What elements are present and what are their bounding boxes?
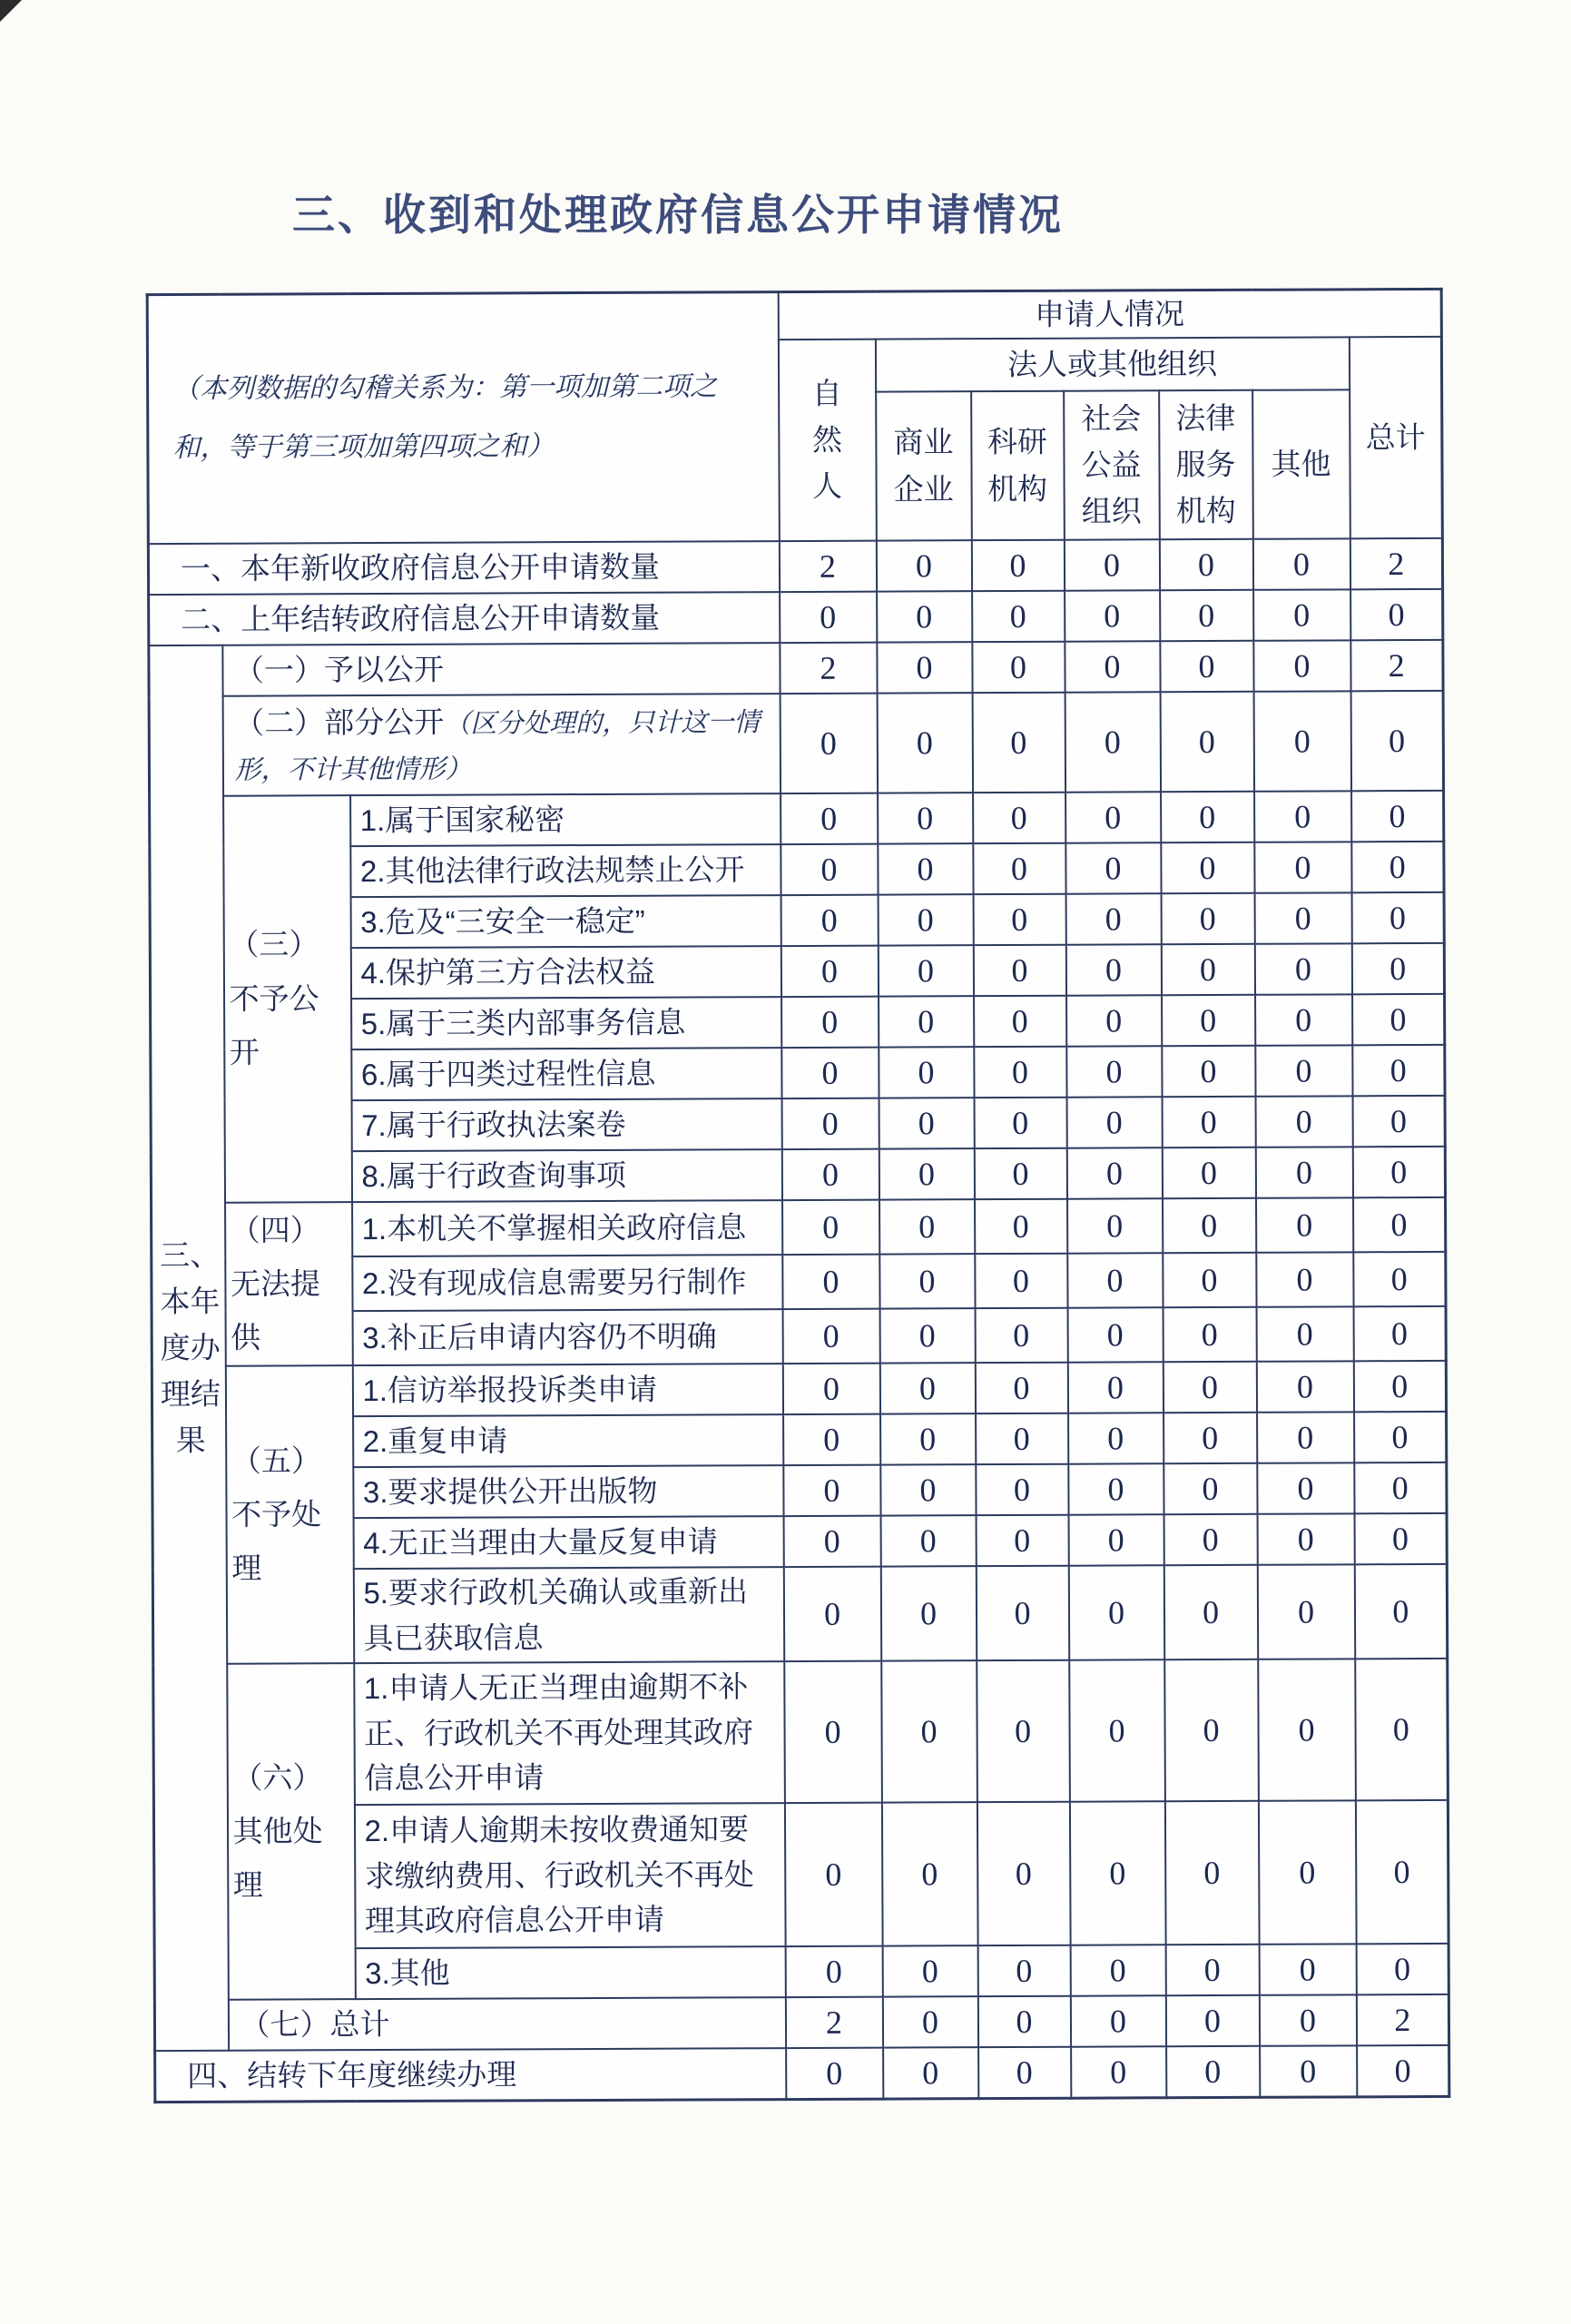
value-cell: 0: [1260, 2045, 1357, 2097]
value-cell: 0: [781, 793, 878, 843]
value-cell: 0: [1355, 1659, 1448, 1800]
table-header-row-1: [147, 289, 1441, 341]
value-cell: 0: [1163, 1197, 1256, 1252]
group-label-refused: （三）不予公开: [223, 795, 352, 1203]
table-row: [150, 790, 1444, 846]
value-cell: 0: [879, 1363, 975, 1413]
value-cell: 0: [781, 843, 878, 894]
value-cell: 0: [784, 1802, 882, 1945]
value-cell: 0: [1254, 791, 1351, 842]
value-cell: 0: [1352, 1044, 1445, 1095]
header-legal-entity-group: 法人或其他组织: [875, 337, 1349, 391]
value-cell: 0: [1162, 1096, 1255, 1147]
value-cell: 0: [1071, 2046, 1166, 2098]
value-cell: 0: [972, 641, 1065, 692]
value-cell: 0: [1066, 1046, 1162, 1097]
value-cell: 0: [1068, 1463, 1164, 1514]
value-cell: 0: [1257, 1564, 1354, 1659]
value-cell: 0: [1070, 1945, 1165, 1995]
value-cell: 0: [1068, 1565, 1164, 1659]
row-label: 4.保护第三方合法权益: [350, 946, 781, 999]
value-cell: 0: [1355, 1800, 1448, 1944]
value-cell: 0: [1256, 1306, 1353, 1362]
value-cell: 0: [782, 1363, 879, 1413]
value-cell: 0: [1064, 539, 1159, 590]
value-cell: 2: [780, 642, 877, 693]
value-cell: 0: [879, 1199, 975, 1255]
value-cell: 0: [877, 642, 972, 693]
value-cell: 0: [1352, 1146, 1445, 1196]
value-cell: 0: [880, 1566, 976, 1660]
value-cell: 0: [879, 996, 974, 1047]
section-label-results-text: 三、本年度办理结果: [160, 1237, 221, 1458]
row-label: [222, 694, 781, 796]
value-cell: 0: [976, 1413, 1068, 1463]
table-row: [148, 537, 1442, 594]
row-label: （七）总计: [228, 1997, 785, 2051]
value-cell: 0: [1353, 1361, 1446, 1412]
value-cell: 0: [1255, 1147, 1352, 1197]
group-label-other-handling: （六）其他处理: [227, 1663, 356, 2000]
value-cell: 0: [977, 1995, 1070, 2046]
value-cell: 0: [1351, 841, 1444, 891]
value-cell: 0: [877, 591, 972, 642]
header-col-commercial: [876, 391, 972, 540]
header-col-natural-person-label: 自然人: [811, 376, 843, 503]
value-cell: 0: [1165, 1994, 1259, 2045]
value-cell: 0: [1166, 2045, 1260, 2097]
value-cell: 0: [1353, 1251, 1446, 1305]
value-cell: 0: [879, 1254, 975, 1309]
value-cell: 0: [882, 1996, 977, 2047]
value-cell: 0: [1350, 588, 1443, 639]
value-cell: 0: [1257, 1462, 1354, 1513]
value-cell: 0: [975, 1198, 1067, 1253]
row-label: 3.其他: [355, 1946, 785, 1999]
value-cell: 0: [1354, 1564, 1447, 1659]
value-cell: 0: [1068, 1514, 1164, 1565]
value-cell: 0: [977, 1945, 1070, 1995]
value-cell: 0: [1351, 891, 1444, 942]
row-label: 2.其他法律行政法规禁止公开: [350, 844, 781, 897]
value-cell: 0: [1069, 1659, 1165, 1801]
value-cell: 2: [1350, 639, 1443, 690]
value-cell: 0: [976, 1463, 1068, 1514]
value-cell: 0: [878, 894, 973, 945]
value-cell: 0: [973, 893, 1065, 944]
value-cell: 0: [1254, 842, 1351, 892]
applications-table: [146, 288, 1451, 2103]
value-cell: 0: [1160, 691, 1253, 791]
row-label: 5.属于三类内部事务信息: [351, 997, 781, 1049]
row-label: 4.无正当理由大量反复申请: [353, 1516, 783, 1569]
value-cell: 0: [1254, 892, 1351, 943]
value-cell: 0: [781, 894, 878, 945]
value-cell: 0: [786, 2047, 883, 2099]
value-cell: 0: [973, 944, 1065, 995]
value-cell: 0: [973, 792, 1065, 842]
value-cell: 0: [974, 1046, 1066, 1097]
value-cell: 0: [877, 693, 972, 793]
value-cell: 0: [1162, 994, 1255, 1045]
table-row: [152, 1361, 1446, 1417]
value-cell: 0: [879, 1047, 974, 1098]
header-col-other: 其他: [1252, 389, 1350, 538]
header-col-social-label: 社会公益组织: [1081, 401, 1142, 528]
row-label: 2.没有现成信息需要另行制作: [352, 1255, 782, 1311]
value-cell: 0: [1163, 1306, 1256, 1362]
value-cell: 0: [1160, 640, 1253, 691]
value-cell: 0: [1065, 641, 1160, 692]
value-cell: 0: [1163, 1361, 1256, 1412]
value-cell: 0: [780, 693, 877, 793]
value-cell: 0: [1163, 1252, 1256, 1306]
value-cell: 0: [975, 1362, 1067, 1413]
value-cell: 0: [1069, 1801, 1165, 1945]
report-sheet: [146, 288, 1451, 2103]
row-label: 1.本机关不掌握相关政府信息: [352, 1200, 782, 1256]
header-col-legal-service-label: 法律服务机构: [1175, 400, 1236, 528]
value-cell: 0: [974, 995, 1066, 1046]
value-cell: 0: [975, 1253, 1067, 1307]
value-cell: 0: [882, 1945, 977, 1996]
value-cell: 0: [783, 1413, 880, 1464]
value-cell: 0: [780, 591, 877, 642]
header-col-commercial-label: 商业企业: [893, 425, 954, 507]
value-cell: 0: [976, 1565, 1068, 1659]
value-cell: 0: [1351, 790, 1444, 841]
table-row: [153, 1659, 1448, 1806]
row-label: 1.申请人无正当理由逾期不补正、行政机关不再处理其政府信息公开申请: [354, 1661, 785, 1805]
value-cell: 0: [879, 1098, 974, 1148]
value-cell: 0: [1253, 640, 1350, 691]
row-label: 四、结转下年度继续办理: [155, 2048, 786, 2102]
row-label: 5.要求行政机关确认或重新出具已获取信息: [353, 1567, 783, 1663]
table-row: [149, 639, 1443, 695]
row-label: 1.信访举报投诉类申请: [352, 1364, 782, 1416]
value-cell: 0: [1352, 1095, 1445, 1146]
value-cell: 0: [1257, 1412, 1354, 1462]
value-cell: 0: [1354, 1462, 1447, 1513]
value-cell: 0: [1161, 842, 1254, 892]
value-cell: 0: [1352, 993, 1445, 1044]
value-cell: 0: [1161, 892, 1254, 943]
value-cell: 0: [1259, 1994, 1356, 2045]
value-cell: 0: [1350, 690, 1444, 790]
value-cell: 0: [878, 793, 973, 843]
value-cell: 0: [973, 842, 1065, 893]
value-cell: 0: [1162, 1045, 1255, 1096]
row-label: 3.补正后申请内容仍不明确: [352, 1309, 782, 1365]
value-cell: 0: [971, 539, 1064, 590]
value-cell: 0: [1065, 692, 1160, 792]
value-cell: 0: [1351, 942, 1444, 993]
value-cell: 0: [883, 2047, 978, 2099]
value-cell: 0: [1164, 1800, 1259, 1944]
header-col-research-label: 科研机构: [987, 425, 1048, 506]
row-label-note: （区分处理的，只计这一情形，不计其他情形）: [234, 706, 761, 785]
value-cell: 0: [1161, 791, 1254, 842]
header-col-total: 总计: [1349, 336, 1442, 537]
value-cell: 0: [1258, 1800, 1356, 1944]
value-cell: 0: [1256, 1361, 1353, 1412]
value-cell: 0: [1257, 1513, 1354, 1564]
value-cell: 0: [1255, 1045, 1352, 1096]
value-cell: 0: [781, 945, 878, 996]
table-row: [149, 588, 1443, 645]
value-cell: 0: [1065, 944, 1161, 995]
value-cell: 0: [1068, 1413, 1164, 1463]
value-cell: 0: [876, 540, 971, 591]
value-cell: 0: [1252, 538, 1350, 589]
value-cell: 0: [881, 1660, 977, 1802]
value-cell: 0: [782, 1308, 879, 1364]
value-cell: 0: [784, 1660, 882, 1802]
value-cell: 0: [1353, 1196, 1446, 1251]
value-cell: 0: [1256, 1197, 1353, 1253]
value-cell: 0: [1255, 1096, 1352, 1147]
value-cell: 2: [1356, 1994, 1448, 2045]
value-cell: 0: [977, 1801, 1070, 1945]
value-cell: 0: [880, 1413, 976, 1464]
value-cell: 2: [779, 540, 876, 591]
group-label-unable: （四）无法提供: [225, 1202, 353, 1366]
value-cell: 0: [781, 996, 879, 1047]
value-cell: 0: [879, 1148, 974, 1199]
value-cell: 0: [1067, 1198, 1163, 1254]
value-cell: 0: [976, 1514, 1068, 1565]
row-label: 1.属于国家秘密: [350, 793, 781, 846]
value-cell: 0: [783, 1566, 880, 1660]
value-cell: 0: [974, 1147, 1066, 1198]
page-title: 三、收到和处理政府信息公开申请情况: [292, 191, 1064, 239]
header-applicant-group: 申请人情况: [778, 289, 1441, 339]
value-cell: 0: [1164, 1412, 1257, 1462]
value-cell: 0: [1160, 589, 1253, 640]
value-cell: 0: [978, 2046, 1071, 2098]
value-cell: 0: [880, 1515, 976, 1566]
row-label: 3.危及“三安全一稳定”: [350, 895, 781, 948]
value-cell: 0: [1065, 893, 1161, 944]
value-cell: 0: [878, 945, 973, 996]
header-col-natural-person: [778, 339, 876, 540]
table-row: [149, 690, 1444, 795]
row-label: 2.重复申请: [353, 1414, 783, 1467]
value-cell: 0: [881, 1802, 977, 1945]
table-row: [154, 1994, 1448, 2051]
value-cell: 2: [785, 1996, 882, 2047]
header-col-social: [1064, 390, 1160, 539]
section-label-results: [149, 645, 229, 2051]
value-cell: 0: [1067, 1307, 1163, 1363]
value-cell: 0: [781, 1148, 879, 1199]
header-col-legal-service: [1159, 389, 1253, 538]
value-cell: 0: [1253, 589, 1350, 640]
value-cell: 0: [1164, 1564, 1257, 1659]
value-cell: 0: [1065, 590, 1160, 641]
scan-artifact: [0, 0, 22, 22]
value-cell: 0: [1066, 1097, 1162, 1147]
value-cell: 0: [1065, 792, 1161, 842]
value-cell: 0: [1066, 1147, 1162, 1198]
row-label-main: （二）部分公开: [234, 704, 445, 740]
table-row: [152, 1196, 1446, 1256]
value-cell: 0: [879, 1308, 975, 1364]
row-label: （一）予以公开: [222, 643, 780, 696]
value-cell: 0: [1256, 1252, 1353, 1307]
value-cell: 0: [1254, 943, 1351, 994]
value-cell: 0: [1067, 1253, 1163, 1308]
value-cell: 0: [1070, 1995, 1165, 2046]
value-cell: 0: [1067, 1362, 1163, 1413]
value-cell: 0: [1065, 842, 1161, 893]
row-label: 6.属于四类过程性信息: [351, 1048, 781, 1100]
value-cell: 0: [974, 1097, 1066, 1147]
value-cell: 0: [781, 1047, 879, 1098]
row-label: 3.要求提供公开出版物: [353, 1465, 783, 1518]
value-cell: 0: [783, 1464, 880, 1515]
value-cell: 0: [783, 1515, 880, 1566]
row-label: 二、上年结转政府信息公开申请数量: [149, 592, 780, 645]
value-cell: 0: [1164, 1659, 1259, 1800]
value-cell: 2: [1350, 537, 1442, 588]
value-cell: 0: [1161, 943, 1254, 994]
value-cell: 0: [1353, 1305, 1446, 1361]
value-cell: 0: [1258, 1659, 1356, 1800]
header-col-research: [971, 390, 1065, 539]
row-label: 8.属于行政查询事项: [351, 1149, 781, 1202]
table-note: （本列数据的勾稽关系为：第一项加第二项之和，等于第三项加第四项之和）: [147, 292, 779, 544]
value-cell: 0: [972, 692, 1065, 792]
value-cell: 0: [1159, 538, 1252, 589]
row-label: 7.属于行政执法案卷: [351, 1098, 781, 1151]
value-cell: 0: [1066, 995, 1162, 1046]
value-cell: 0: [880, 1464, 976, 1515]
value-cell: 0: [1253, 691, 1350, 791]
value-cell: 0: [1354, 1412, 1447, 1462]
value-cell: 0: [1354, 1513, 1447, 1564]
value-cell: 0: [1255, 994, 1352, 1045]
value-cell: 0: [1165, 1944, 1259, 1994]
value-cell: 0: [782, 1254, 879, 1309]
value-cell: 0: [781, 1098, 879, 1148]
row-label: 2.申请人逾期未按收费通知要求缴纳费用、行政机关不再处理其政府信息公开申请: [354, 1803, 785, 1948]
value-cell: 0: [972, 590, 1065, 641]
value-cell: 0: [977, 1659, 1070, 1801]
row-label: 一、本年新收政府信息公开申请数量: [148, 541, 779, 595]
table-row: [155, 2045, 1449, 2102]
value-cell: 0: [1164, 1462, 1257, 1513]
value-cell: 0: [782, 1199, 879, 1255]
value-cell: 0: [878, 843, 973, 894]
value-cell: 0: [1357, 2045, 1449, 2097]
value-cell: 0: [1356, 1944, 1448, 1994]
value-cell: 0: [1162, 1147, 1255, 1197]
value-cell: 0: [1259, 1944, 1356, 1994]
value-cell: 0: [975, 1307, 1067, 1363]
value-cell: 0: [785, 1945, 882, 1996]
value-cell: 0: [1164, 1513, 1257, 1564]
group-label-not-processed: （五）不予处理: [225, 1365, 353, 1664]
